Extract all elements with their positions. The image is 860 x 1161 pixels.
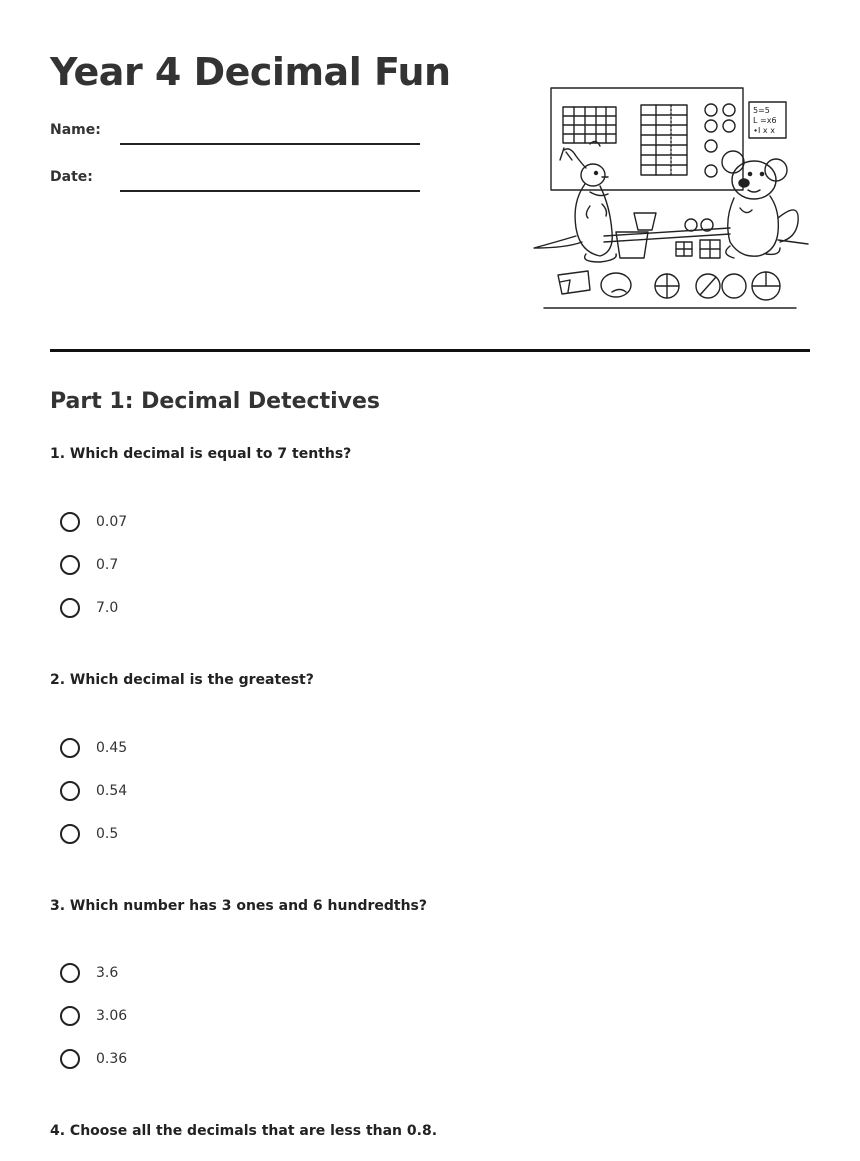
question-3-option-1[interactable] — [60, 960, 118, 986]
option-label: 0.07 — [96, 514, 128, 530]
radio-button[interactable] — [60, 512, 80, 532]
radio-button[interactable] — [60, 1049, 80, 1069]
name-label: Name: — [50, 122, 101, 138]
worksheet-title: Year 4 Decimal Fun — [50, 50, 451, 94]
grid-icon — [563, 107, 616, 143]
tenths-strip-icon — [641, 105, 687, 175]
date-input-line[interactable] — [120, 190, 420, 192]
kangaroo-icon — [534, 141, 616, 262]
part-1-title: Part 1: Decimal Detectives — [50, 389, 380, 414]
question-3-option-3[interactable] — [60, 1046, 127, 1072]
note-line-2: L =x6 — [753, 116, 777, 125]
table-objects-icon — [604, 213, 730, 258]
option-label: 0.36 — [96, 1051, 128, 1067]
radio-button[interactable] — [60, 824, 80, 844]
radio-button[interactable] — [60, 738, 80, 758]
option-label: 3.06 — [96, 1008, 128, 1024]
counters-icon — [705, 104, 735, 177]
question-1-option-3[interactable] — [60, 595, 118, 621]
question-2-option-2[interactable] — [60, 778, 127, 804]
date-label: Date: — [50, 169, 93, 185]
option-label: 0.7 — [96, 557, 119, 573]
option-label: 0.45 — [96, 740, 128, 756]
question-1-option-2[interactable] — [60, 552, 118, 578]
note-line-3: ∙I x x — [753, 126, 775, 135]
kangaroo-and-koala-classroom-illustration — [530, 82, 812, 314]
option-label: 7.0 — [96, 600, 119, 616]
name-input-line[interactable] — [120, 143, 420, 145]
radio-button[interactable] — [60, 555, 80, 575]
section-divider — [50, 349, 810, 352]
question-1-option-1[interactable] — [60, 509, 127, 535]
radio-button[interactable] — [60, 1006, 80, 1026]
question-3-option-2[interactable] — [60, 1003, 127, 1029]
option-label: 3.6 — [96, 965, 119, 981]
koala-icon — [722, 151, 808, 258]
question-2-option-3[interactable] — [60, 821, 118, 847]
radio-button[interactable] — [60, 963, 80, 983]
option-label: 0.54 — [96, 783, 128, 799]
question-1-text: 1. Which decimal is equal to 7 tenths? — [50, 446, 352, 462]
question-4-text: 4. Choose all the decimals that are less than 0.8. — [50, 1123, 438, 1139]
question-3-text: 3. Which number has 3 ones and 6 hundredths? — [50, 898, 428, 914]
radio-button[interactable] — [60, 598, 80, 618]
option-label: 0.5 — [96, 826, 119, 842]
radio-button[interactable] — [60, 781, 80, 801]
note-line-1: 5=⁠5 — [753, 106, 770, 115]
question-2-text: 2. Which decimal is the greatest? — [50, 672, 314, 688]
question-2-option-1[interactable] — [60, 735, 127, 761]
fraction-shapes-icon — [544, 271, 796, 308]
